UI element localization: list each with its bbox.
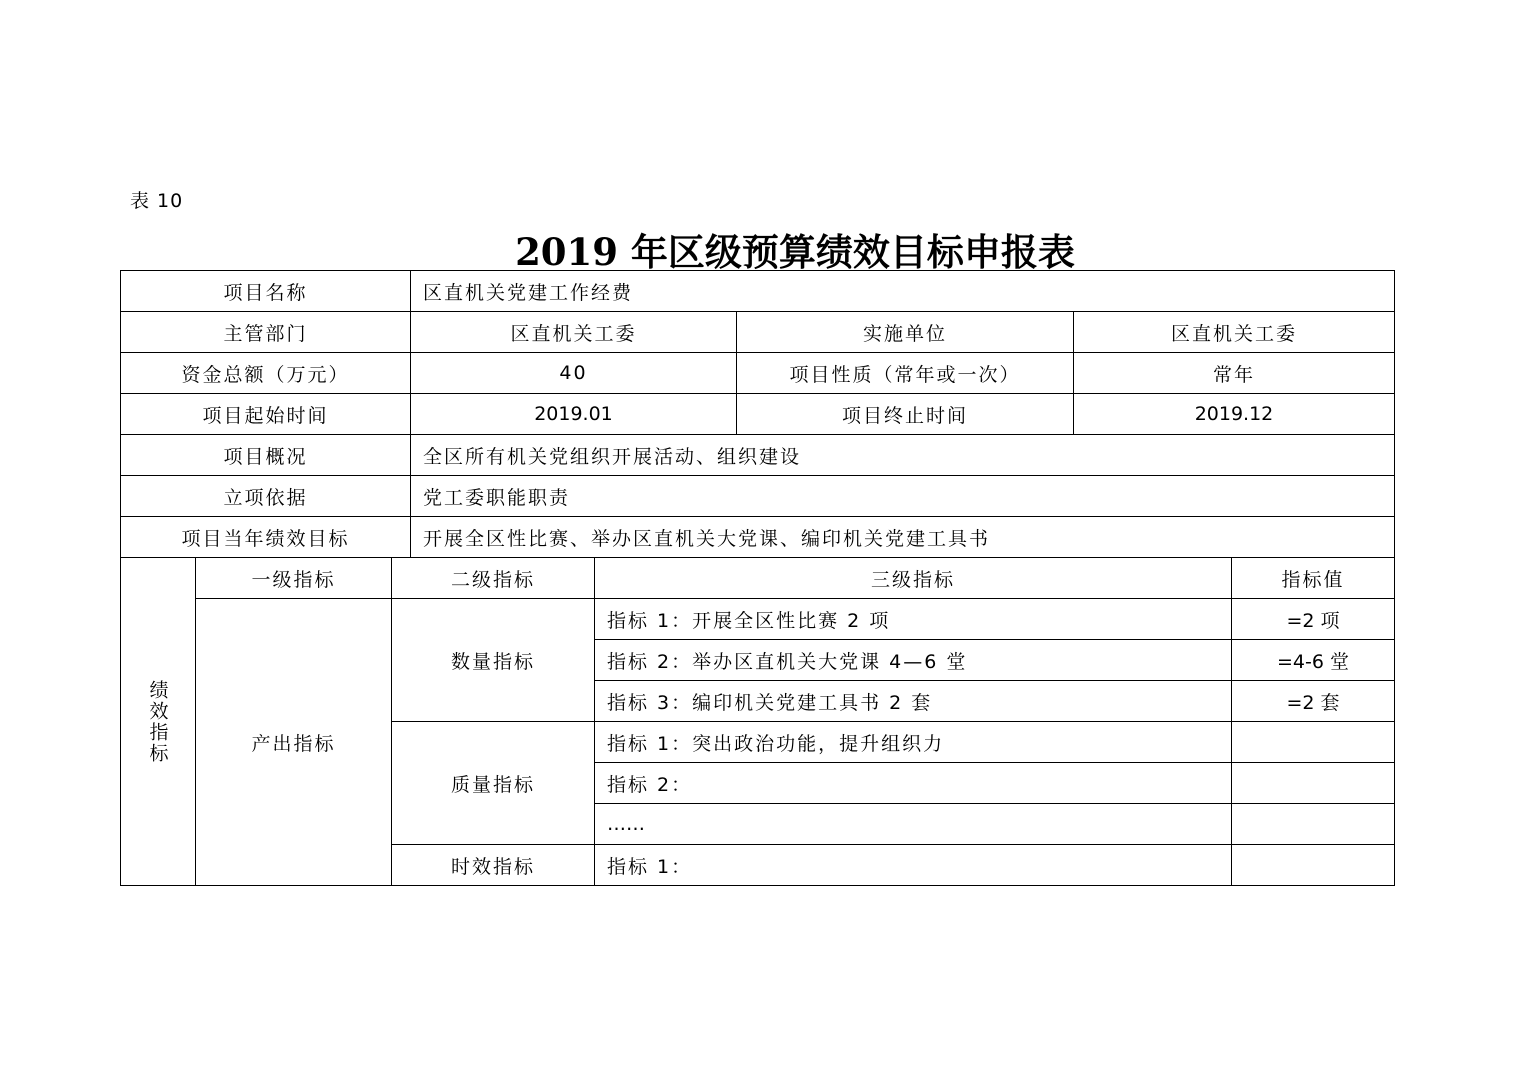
basis-value: 党工委职能职责: [411, 476, 1395, 517]
header-level3: 三级指标: [595, 558, 1232, 599]
funds-value: 40: [411, 353, 737, 394]
project-name-value: 区直机关党建工作经费: [411, 270, 1395, 312]
end-value: 2019.12: [1074, 394, 1395, 435]
nature-label: 项目性质（常年或一次）: [737, 353, 1074, 394]
quantity-indicator-2: 指标 2：举办区直机关大党课 4—6 堂: [595, 640, 1232, 681]
dept-label: 主管部门: [120, 312, 411, 353]
header-level2: 二级指标: [392, 558, 595, 599]
quality-indicator-2: 指标 2：: [595, 763, 1232, 804]
level2-quantity: 数量指标: [392, 599, 595, 722]
quality-value-2: [1232, 763, 1395, 804]
basis-label: 立项依据: [120, 476, 411, 517]
funds-label: 资金总额（万元）: [120, 353, 411, 394]
end-label: 项目终止时间: [737, 394, 1074, 435]
impl-label: 实施单位: [737, 312, 1074, 353]
performance-indicators-text: 绩效指标: [146, 679, 169, 764]
level2-timeliness: 时效指标: [392, 845, 595, 886]
quality-value-1: [1232, 722, 1395, 763]
header-level1: 一级指标: [196, 558, 392, 599]
performance-target-table: [120, 270, 1395, 886]
timeliness-indicator-1: 指标 1：: [595, 845, 1232, 886]
quality-indicator-1: 指标 1：突出政治功能，提升组织力: [595, 722, 1232, 763]
quality-indicator-3: ……: [595, 804, 1232, 845]
table-number: 表 10: [130, 190, 184, 212]
level1-output: 产出指标: [196, 599, 392, 886]
overview-label: 项目概况: [120, 435, 411, 476]
goal-label: 项目当年绩效目标: [120, 517, 411, 558]
quantity-value-3: =2 套: [1232, 681, 1395, 722]
document-title: 2019 年区级预算绩效目标申报表: [515, 230, 1075, 274]
quantity-indicator-3: 指标 3：编印机关党建工具书 2 套: [595, 681, 1232, 722]
quality-value-3: [1232, 804, 1395, 845]
quantity-value-2: =4-6 堂: [1232, 640, 1395, 681]
quantity-value-1: =2 项: [1232, 599, 1395, 640]
project-name-label: 项目名称: [120, 270, 411, 312]
quantity-indicator-1: 指标 1：开展全区性比赛 2 项: [595, 599, 1232, 640]
goal-value: 开展全区性比赛、举办区直机关大党课、编印机关党建工具书: [411, 517, 1395, 558]
dept-value: 区直机关工委: [411, 312, 737, 353]
nature-value: 常年: [1074, 353, 1395, 394]
timeliness-value-1: [1232, 845, 1395, 886]
overview-value: 全区所有机关党组织开展活动、组织建设: [411, 435, 1395, 476]
impl-value: 区直机关工委: [1074, 312, 1395, 353]
start-value: 2019.01: [411, 394, 737, 435]
level2-quality: 质量指标: [392, 722, 595, 845]
start-label: 项目起始时间: [120, 394, 411, 435]
performance-indicators-label: [120, 558, 196, 886]
header-value: 指标值: [1232, 558, 1395, 599]
